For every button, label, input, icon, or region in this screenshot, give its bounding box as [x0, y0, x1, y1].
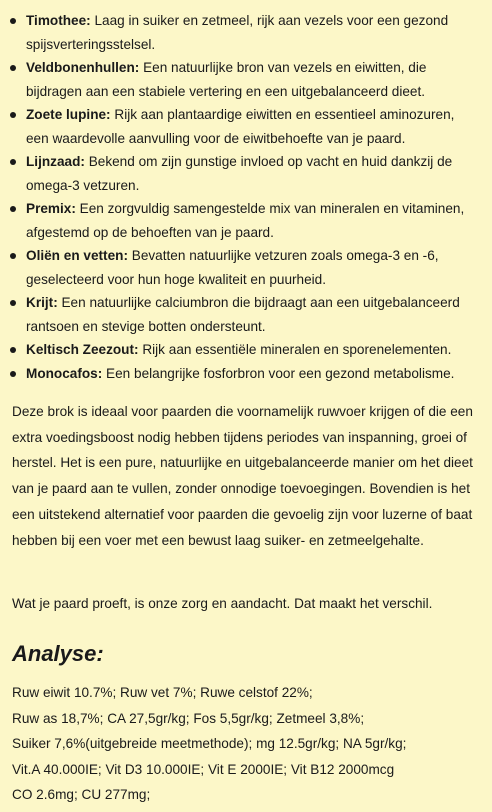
list-item — [0, 338, 492, 362]
ingredient-description: Een natuurlijke bron van vezels en eiwitten, die bijdragen aan een stabiele vertering en een uitgebalanceerd dieet. — [26, 60, 427, 99]
list-item — [0, 9, 492, 56]
analysis-heading: Analyse: — [12, 641, 104, 666]
analysis-line: Vit.A 40.000IE; Vit D3 10.000IE; Vit E 2000IE; Vit B12 2000mcg — [12, 761, 395, 777]
ingredient-name: Krijt: — [26, 295, 58, 310]
ingredient-description: Rijk aan essentiële mineralen en sporenelementen. — [138, 342, 452, 357]
ingredient-list — [0, 9, 492, 385]
ingredient-name: Zoete lupine: — [26, 107, 111, 122]
ingredient-description: Bekend om zijn gunstige invloed op vacht en huid dankzij de omega-3 vetzuren. — [26, 154, 453, 193]
list-item — [0, 291, 492, 338]
analysis-line: Ruw as 18,7%; CA 27,5gr/kg; Fos 5,5gr/kg; Zetmeel 3,8%; — [12, 710, 365, 726]
bullet-icon — [10, 206, 16, 212]
list-item — [0, 362, 492, 386]
list-item — [0, 56, 492, 103]
bullet-icon — [10, 371, 16, 377]
ingredient-name: Monocafos: — [26, 365, 103, 381]
analysis-line: CO 2.6mg; CU 277mg; — [12, 787, 151, 802]
bullet-icon — [10, 253, 16, 259]
bullet-icon — [10, 112, 16, 118]
analysis-line: Suiker 7,6%(uitgebreide meetmethode); mg 12.5gr/kg; NA 5gr/kg; — [12, 736, 407, 751]
ingredient-description: Rijk aan plantaardige eiwitten en essentieel aminozuren, een waardevolle aanvulling voor de eiwitbehoefte van je paard. — [26, 107, 455, 146]
ingredient-name: Timothee: — [26, 13, 91, 28]
bullet-icon — [10, 65, 16, 71]
ingredient-name: Lijnzaad: — [26, 154, 85, 169]
ingredient-name: Oliën en vetten: — [26, 248, 128, 263]
analysis-line: Ruw eiwit 10.7%; Ruw vet 7%; Ruwe celstof 22%; — [12, 685, 313, 700]
ingredient-description: Een zorgvuldig samengestelde mix van mineralen en vitaminen, afgestemd op de behoeften van je paard. — [26, 201, 465, 240]
ingredient-description: Laag in suiker en zetmeel, rijk aan vezels voor een gezond spijsverteringsstelsel. — [26, 13, 449, 52]
ingredient-name: Premix: — [26, 201, 76, 216]
analysis-values — [12, 680, 482, 808]
list-item — [0, 150, 492, 197]
list-item — [0, 103, 492, 150]
list-item — [0, 197, 492, 244]
description-paragraph: Deze brok is ideaal voor paarden die voornamelijk ruwvoer krijgen of die een extra voedingsboost nodig hebben tijdens periodes van inspanning, groei of herstel. Het is een pure, natuurlijke en uitgebalanceerde manier om het dieet van je paard aan te vullen, zonder onnodige toevoegingen. Bovendien is het een uitstekend alternatief voor paarden die gevoelig zijn voor luzerne of baat hebben bij een voer met een bewust laag suiker- en zetmeelgehalte. — [12, 404, 473, 548]
bullet-icon — [10, 159, 16, 165]
bullet-icon — [10, 347, 16, 353]
ingredient-description: Een belangrijke fosforbron voor een gezond metabolisme. — [102, 365, 455, 381]
ingredient-name: Veldbonenhullen: — [26, 60, 140, 75]
list-item — [0, 244, 492, 291]
ingredient-description: Een natuurlijke calciumbron die bijdraagt aan een uitgebalanceerd rantsoen en stevige botten ondersteunt. — [26, 295, 460, 334]
bullet-icon — [10, 300, 16, 306]
closing-paragraph: Wat je paard proeft, is onze zorg en aandacht. Dat maakt het verschil. — [12, 596, 433, 611]
ingredient-name: Keltisch Zeezout: — [26, 342, 139, 357]
bullet-icon — [10, 18, 16, 24]
ingredient-description: Bevatten natuurlijke vetzuren zoals omega-3 en -6, geselecteerd voor hun hoge kwaliteit en puurheid. — [26, 248, 439, 287]
